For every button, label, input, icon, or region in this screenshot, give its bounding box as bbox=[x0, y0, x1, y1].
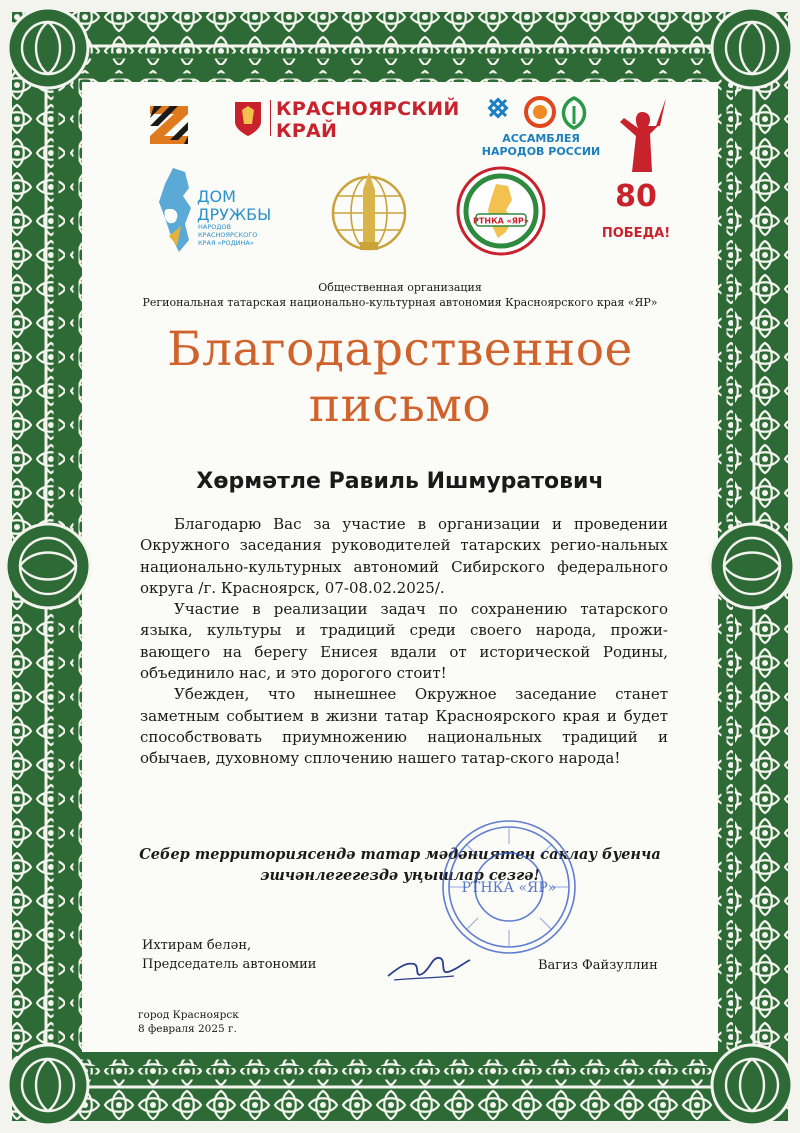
place-date bbox=[138, 1008, 239, 1036]
signer-name: Вагиз Файзуллин bbox=[538, 958, 658, 973]
recipient-name: Хөрмәтле Равиль Ишмуратович bbox=[196, 469, 604, 494]
stamp-center-text: РТНКА «ЯР» bbox=[461, 880, 557, 896]
krasnoyarsk-logo-text bbox=[276, 98, 460, 142]
motherland-statue-icon bbox=[606, 96, 678, 174]
rtnka-logo-icon bbox=[456, 166, 546, 256]
assembly-line2: НАРОДОВ РОССИИ bbox=[481, 145, 601, 158]
pobeda-number: 80 bbox=[615, 179, 657, 214]
assembly-logo-text bbox=[476, 132, 606, 158]
city-text: город Красноярск bbox=[138, 1009, 239, 1021]
dom-druzhby-logo-text bbox=[197, 188, 271, 224]
assembly-line1: АССАМБЛЕЯ bbox=[502, 132, 580, 145]
title-line2: письмо bbox=[308, 378, 492, 433]
closing-wish bbox=[120, 844, 680, 886]
letter-body bbox=[140, 514, 668, 770]
organization-stamp bbox=[440, 818, 578, 956]
dom-line2: ДРУЖБЫ bbox=[197, 205, 272, 224]
dom-small2: КРАСНОЯРСКОГО bbox=[198, 231, 258, 239]
organization-line2: Региональная татарская национально-культурная автономия Красноярского края «ЯР» bbox=[142, 296, 658, 309]
date-text: 8 февраля 2025 г. bbox=[138, 1023, 237, 1035]
dom-small1: НАРОДОВ bbox=[198, 223, 232, 231]
z-ribbon-icon bbox=[148, 102, 190, 146]
krasnoyarsk-line2: КРАЙ bbox=[276, 120, 338, 142]
regards-text: Ихтирам белән, bbox=[142, 938, 252, 953]
dom-small3: КРАЯ «РОДИНА» bbox=[198, 239, 254, 247]
brand-divider bbox=[270, 100, 271, 136]
body-paragraph-2: Участие в реализации задач по сохранению татарского языка, культуры и традиций среди своего народа, прожи-вающего на берегу Енисея вдали от исторической Родины, объединило нас, и это дорогого стоит! bbox=[140, 600, 668, 683]
dom-druzhby-subtext bbox=[198, 223, 257, 247]
dom-line1: ДОМ bbox=[197, 187, 236, 206]
document-title bbox=[120, 322, 680, 434]
krasnoyarsk-line1: КРАСНОЯРСКИЙ bbox=[276, 98, 460, 120]
body-paragraph-3: Убежден, что нынешнее Окружное заседание станет заметным событием в жизни татар Красноярского края и будет способствовать приумножению национальных традиций и обычаев, духовному сплочению нашего татар-ского народа! bbox=[140, 685, 668, 768]
pobeda-80-icon bbox=[596, 180, 676, 258]
closing-line2: эшчәнлегегездә уңышлар сезгә! bbox=[260, 867, 540, 884]
position-text: Председатель автономии bbox=[142, 957, 317, 972]
closing-line1: Себер территориясендә татар мәдәниятен саклау буенча bbox=[139, 846, 661, 863]
world-tatar-congress-icon bbox=[320, 168, 418, 258]
pobeda-word: ПОБЕДА! bbox=[601, 226, 671, 241]
assembly-ornament-icon bbox=[480, 94, 600, 132]
krasnoyarsk-emblem-icon bbox=[233, 98, 263, 138]
title-line1: Благодарственное bbox=[167, 322, 633, 377]
signature-position bbox=[142, 936, 316, 974]
organization-header bbox=[120, 280, 680, 310]
organization-line1: Общественная организация bbox=[318, 281, 482, 294]
handwritten-signature bbox=[384, 938, 474, 986]
body-paragraph-1: Благодарю Вас за участие в организации и проведении Окружного заседания руководителей татарских регио-нальных национально-культурных автономий Сибирского федерального округа /г. Красноярск, 07-08.02.2025/. bbox=[140, 515, 668, 597]
rtnka-logo-text: РТНКА «ЯР» bbox=[473, 216, 529, 226]
certificate-content bbox=[120, 90, 680, 1050]
